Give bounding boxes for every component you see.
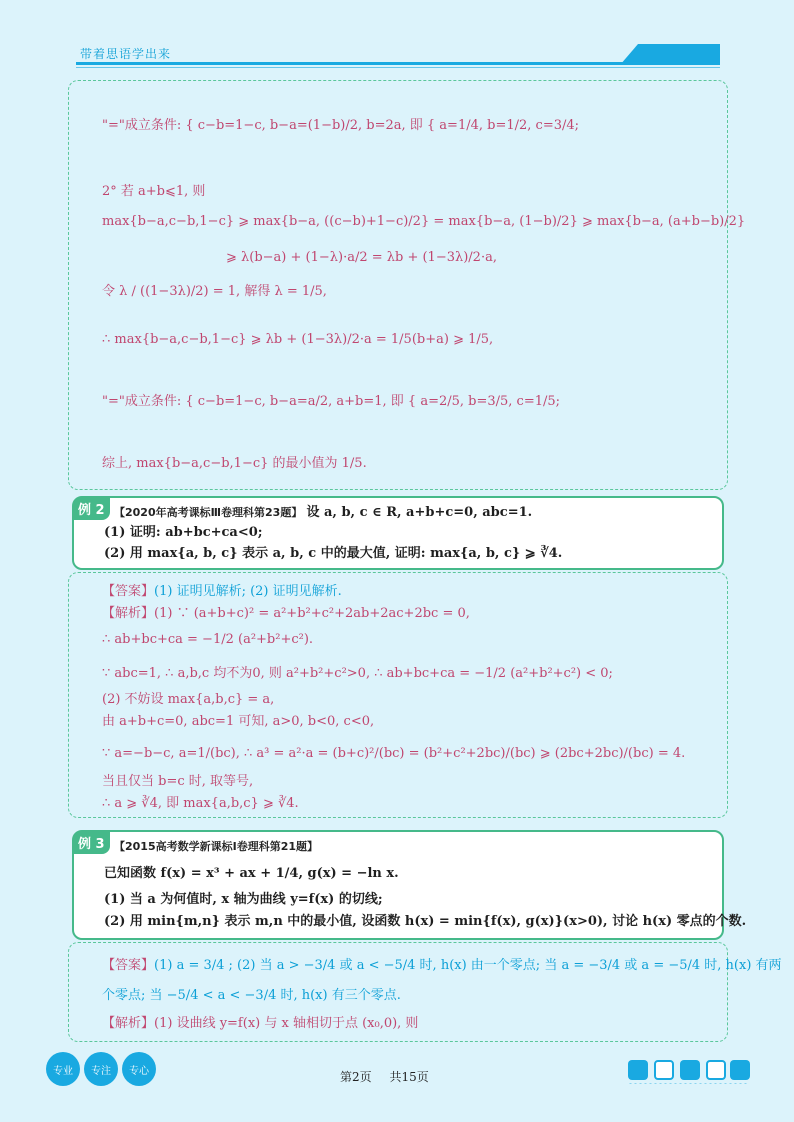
- answer-label: 【答案】: [102, 958, 155, 973]
- analysis-line: [102, 606, 470, 622]
- footer-square: [730, 1060, 750, 1080]
- example-badge: 例 2: [73, 497, 110, 520]
- analysis-line: ∴ a ⩾ ∛4, 即 max{a,b,c} ⩾ ∛4.: [102, 796, 299, 811]
- header-rule: [76, 62, 720, 65]
- example-source: 【2020年高考课标Ⅲ卷理科第23题】: [114, 506, 303, 519]
- analysis-line: ∵ abc=1, ∴ a,b,c 均不为0, 则 a²+b²+c²>0, ∴ ab+bc+ca = −1/2 (a²+b²+c²) < 0;: [102, 666, 613, 681]
- solution-line: 2° 若 a+b⩽1, 则: [102, 184, 206, 199]
- footer-badge: 专心: [122, 1052, 156, 1086]
- solution-line: 令 λ / ((1−3λ)/2) = 1, 解得 λ = 1/5,: [102, 284, 327, 299]
- example-question: (1) 当 a 为何值时, x 轴为曲线 y=f(x) 的切线;: [104, 892, 383, 907]
- header-title: 带着思语学出来: [80, 47, 172, 61]
- solution-line: "="成立条件: { c−b=1−c, b−a=(1−b)/2, b=2a, 即 { a=1/4, b=1/2, c=3/4;: [102, 118, 580, 133]
- analysis-text: (1) ∵ (a+b+c)² = a²+b²+c²+2ab+2ac+2bc = 0,: [154, 606, 470, 621]
- solution-line: max{b−a,c−b,1−c} ⩾ max{b−a, ((c−b)+1−c)/2} = max{b−a, (1−b)/2} ⩾ max{b−a, (a+b−b)/2}: [102, 214, 746, 229]
- analysis-line: [102, 1016, 418, 1032]
- solution-line: ⩾ λ(b−a) + (1−λ)·a/2 = λb + (1−3λ)/2·a,: [226, 250, 497, 265]
- analysis-label: 【解析】: [102, 606, 155, 621]
- answer-text: (1) 证明见解析; (2) 证明见解析.: [154, 584, 342, 599]
- answer-label: 【答案】: [102, 584, 155, 599]
- analysis-line: ∵ a=−b−c, a=1/(bc), ∴ a³ = a²·a = (b+c)²/(bc) = (b²+c²+2bc)/(bc) ⩾ (2bc+2bc)/(bc) = 4.: [102, 746, 686, 761]
- example-2-header: [114, 505, 532, 521]
- header-rule-thin: [76, 67, 720, 68]
- analysis-label: 【解析】: [102, 1016, 155, 1031]
- example-badge: 例 3: [73, 831, 110, 854]
- analysis-line: ∴ ab+bc+ca = −1/2 (a²+b²+c²).: [102, 632, 314, 647]
- analysis-text: (1) 设曲线 y=f(x) 与 x 轴相切于点 (x₀,0), 则: [154, 1016, 419, 1031]
- example-stem: 已知函数 f(x) = x³ + ax + 1/4, g(x) = −ln x.: [104, 866, 399, 881]
- answer-line: [102, 584, 342, 600]
- page-number: 第2页 共15页: [340, 1070, 429, 1084]
- analysis-line: 当且仅当 b=c 时, 取等号,: [102, 774, 254, 789]
- example-source: [114, 839, 318, 855]
- footer-square: [706, 1060, 726, 1080]
- footer-badge: 专业: [46, 1052, 80, 1086]
- footer-badge: 专注: [84, 1052, 118, 1086]
- footer-dots: [628, 1082, 748, 1085]
- example-stem: 设 a, b, c ∈ R, a+b+c=0, abc=1.: [306, 505, 533, 520]
- footer-square: [654, 1060, 674, 1080]
- answer-line: [102, 958, 782, 974]
- answer-line-continued: 个零点; 当 −5/4 < a < −3/4 时, h(x) 有三个零点.: [102, 988, 401, 1003]
- solution-conclusion: 综上, max{b−a,c−b,1−c} 的最小值为 1/5.: [102, 456, 367, 471]
- footer-square: [628, 1060, 648, 1080]
- analysis-line: (2) 不妨设 max{a,b,c} = a,: [102, 692, 275, 707]
- answer-text: (1) a = 3/4 ; (2) 当 a > −3/4 或 a < −5/4 时, h(x) 由一个零点; 当 a = −3/4 或 a = −5/4 时, h(x) 有两: [154, 958, 782, 973]
- example-question: (2) 用 min{m,n} 表示 m,n 中的最小值, 设函数 h(x) = min{f(x), g(x)}(x>0), 讨论 h(x) 零点的个数.: [104, 914, 747, 929]
- solution-line: "="成立条件: { c−b=1−c, b−a=a/2, a+b=1, 即 { a=2/5, b=3/5, c=1/5;: [102, 394, 561, 409]
- footer-square: [680, 1060, 700, 1080]
- example-source-text: 【2015高考数学新课标Ⅰ卷理科第21题】: [114, 840, 319, 853]
- solution-line: ∴ max{b−a,c−b,1−c} ⩾ λb + (1−3λ)/2·a = 1/5(b+a) ⩾ 1/5,: [102, 332, 494, 347]
- example-question: (1) 证明: ab+bc+ca<0;: [104, 525, 263, 540]
- example-question: (2) 用 max{a, b, c} 表示 a, b, c 中的最大值, 证明: max{a, b, c} ⩾ ∛4.: [104, 546, 563, 561]
- analysis-line: 由 a+b+c=0, abc=1 可知, a>0, b<0, c<0,: [102, 714, 375, 729]
